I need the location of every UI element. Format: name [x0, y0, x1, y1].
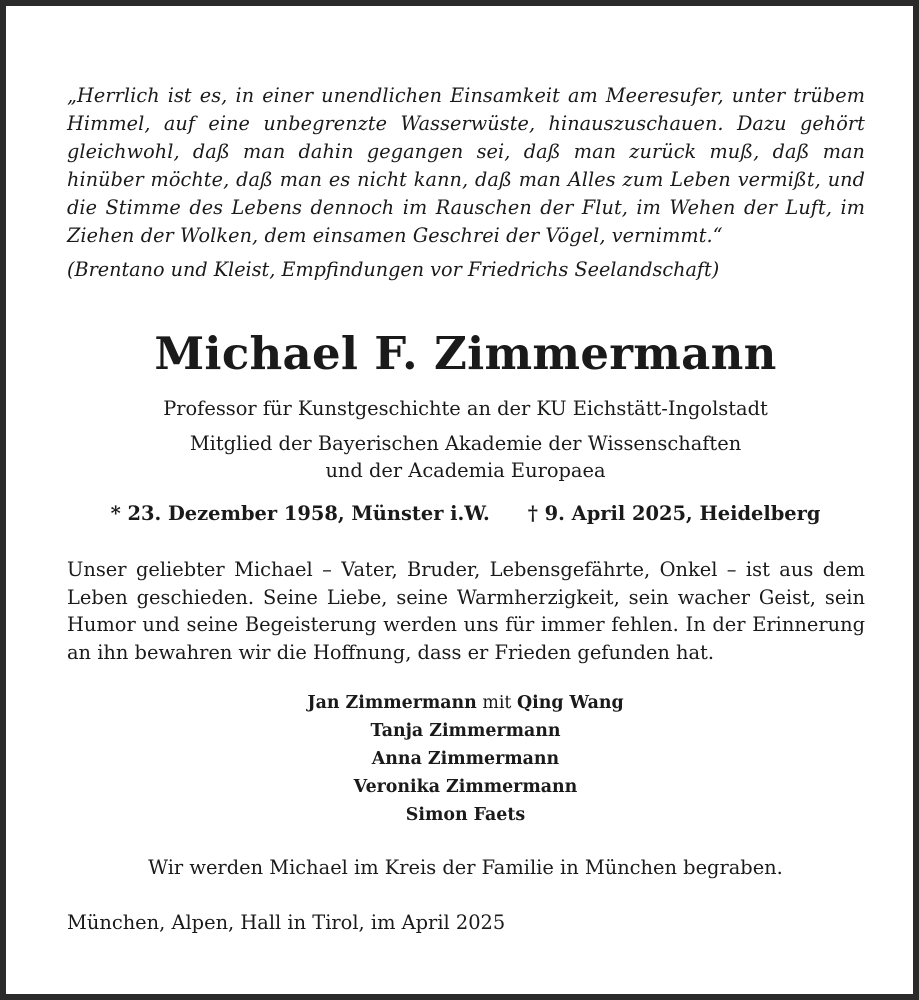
epigraph-source: (Brentano und Kleist, Empfindungen vor Friedrichs Seelandschaft) [67, 258, 720, 281]
family-member: Tanja Zimmermann [370, 721, 561, 741]
family-member-line [6, 689, 919, 717]
family-signatures [6, 689, 919, 829]
family-member: Veronika Zimmermann [353, 777, 578, 797]
birth-date: * 23. Dezember 1958, Münster i.W. [110, 502, 490, 525]
family-connector: mit [482, 693, 512, 713]
burial-note: Wir werden Michael im Kreis der Familie in München begraben. [148, 856, 783, 879]
epigraph-quote: „Herrlich ist es, in einer unendlichen Einsamkeit am Meeresufer, unter trübem Himmel, auf eine unbegrenzte Wasserwüste, hinauszuschauen. Dazu gehört gleichwohl, daß man dahin gegangen sei, daß man zurück muß, daß man hinüber möchte, daß man es nicht kann, daß man Alles zum Leben vermißt, und die Stimme des Lebens dennoch im Rauschen der Flut, im Wehen der Luft, im Ziehen der Wolken, dem einsamen Geschrei der Vögel, vernimmt.“ [67, 84, 865, 247]
place-and-date: München, Alpen, Hall in Tirol, im April 2025 [67, 911, 506, 934]
mourning-message: Unser geliebter Michael – Vater, Bruder, Lebensgefährte, Onkel – ist aus dem Leben geschieden. Seine Liebe, seine Warmherzigkeit, sein wacher Geist, sein Humor und seine Begeisterung werden uns für immer fehlen. In der Erinnerung an ihn bewahren wir die Hoffnung, dass er Frieden gefunden hat. [67, 558, 865, 665]
family-partner: Qing Wang [516, 693, 624, 713]
death-date: † 9. April 2025, Heidelberg [527, 502, 821, 525]
family-member: Anna Zimmermann [371, 749, 560, 769]
family-member: Simon Faets [405, 805, 526, 825]
deceased-title-europaea: und der Academia Europaea [325, 459, 606, 482]
deceased-title-academy: Mitglied der Bayerischen Akademie der Wissenschaften [189, 432, 742, 455]
deceased-title-professor: Professor für Kunstgeschichte an der KU Eichstätt-Ingolstadt [163, 397, 768, 420]
deceased-name: Michael F. Zimmermann [154, 327, 777, 380]
life-dates [6, 500, 919, 528]
family-member: Jan Zimmermann [307, 693, 477, 713]
